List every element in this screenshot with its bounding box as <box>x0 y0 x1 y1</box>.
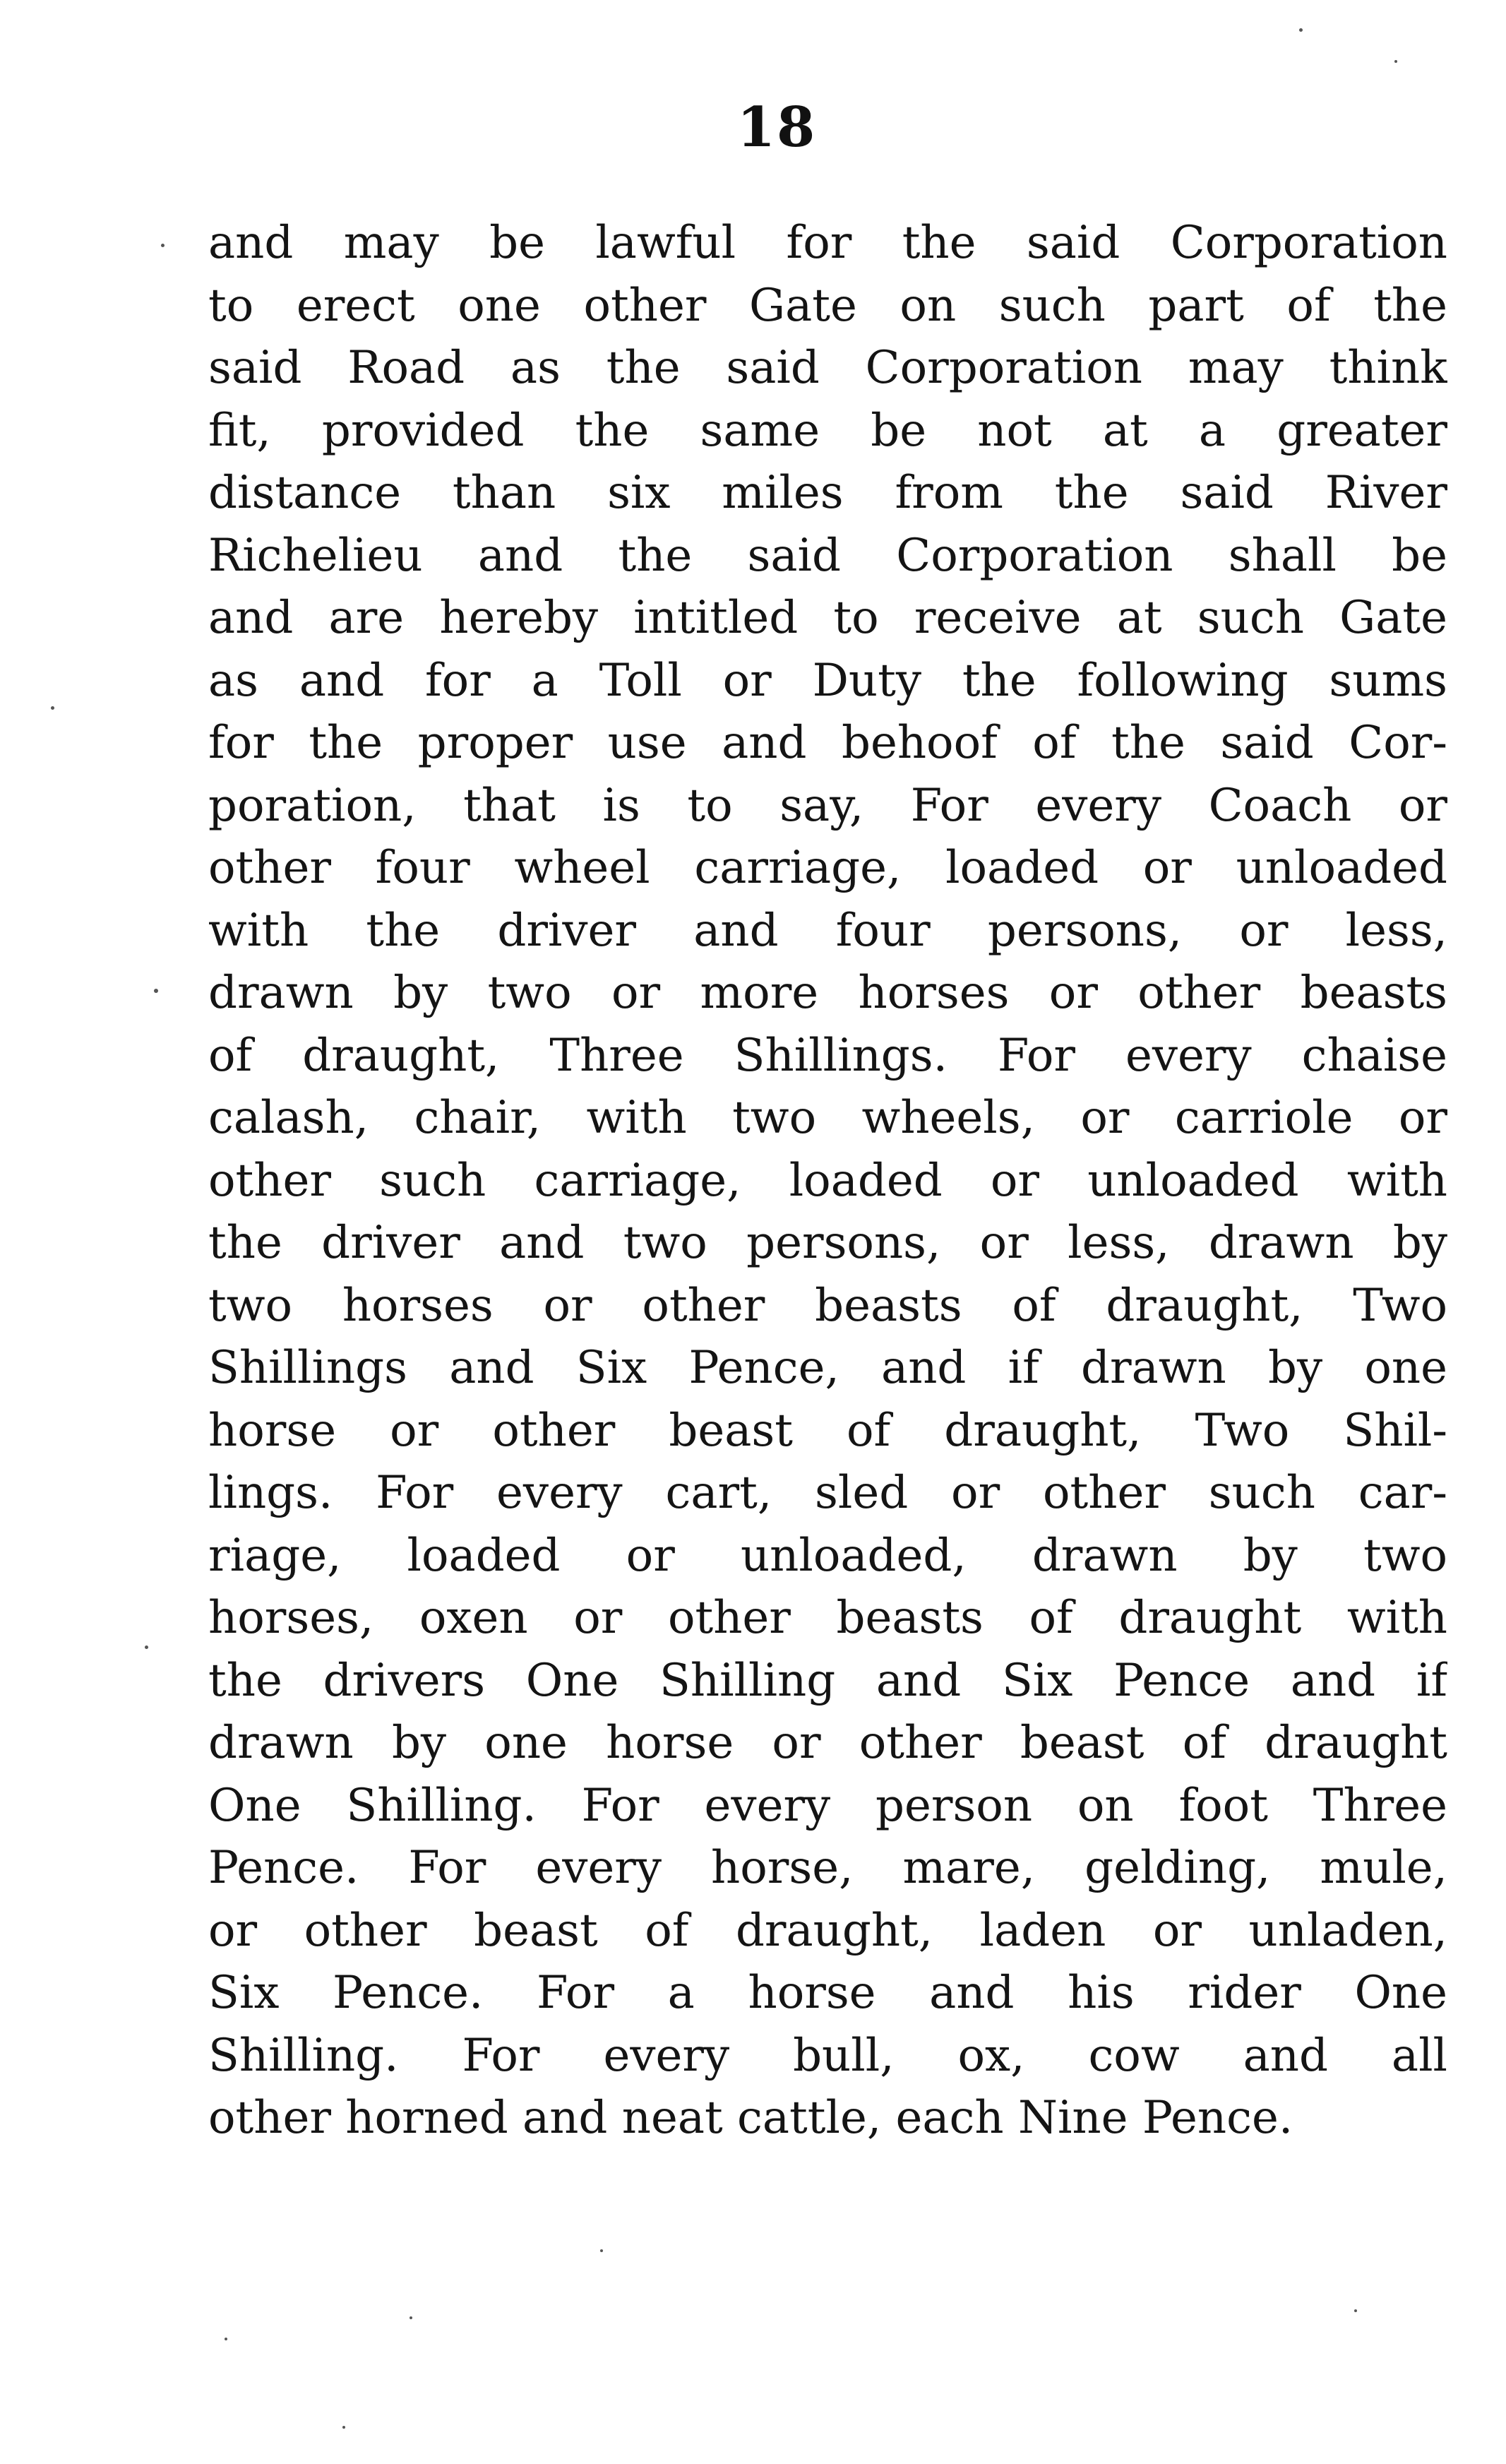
scan-speck <box>410 2316 412 2319</box>
text-line: of draught, Three Shillings. For every chaise <box>208 1029 1447 1082</box>
text-line: poration, that is to say, For every Coach or <box>208 779 1447 832</box>
text-line: calash, chair, with two wheels, or carriole or <box>208 1092 1447 1144</box>
text-line: other horned and neat cattle, each Nine Pence. <box>208 2092 1293 2144</box>
scan-speck <box>600 2249 603 2252</box>
scan-speck <box>161 244 165 247</box>
text-line: with the driver and four persons, or less, <box>208 904 1447 957</box>
page-number: 18 <box>736 95 817 160</box>
text-line: other four wheel carriage, loaded or unloaded <box>208 842 1447 894</box>
scan-speck <box>1354 2309 1357 2312</box>
text-line: Shillings and Six Pence, and if drawn by one <box>208 1342 1447 1394</box>
text-line: horses, oxen or other beasts of draught with <box>208 1592 1447 1644</box>
text-line: Shilling. For every bull, ox, cow and all <box>208 2029 1447 2082</box>
text-line: and are hereby intitled to receive at such Gate <box>208 592 1447 644</box>
scan-speck <box>1299 28 1303 32</box>
text-line: for the proper use and behoof of the said Cor- <box>208 717 1447 769</box>
text-line: Richelieu and the said Corporation shall be <box>208 529 1447 582</box>
text-line: lings. For every cart, sled or other such car- <box>208 1467 1447 1519</box>
text-line: drawn by one horse or other beast of draught <box>208 1717 1447 1769</box>
text-line: or other beast of draught, laden or unladen, <box>208 1904 1447 1957</box>
text-line: fit, provided the same be not at a greater <box>208 404 1447 457</box>
body-text <box>208 212 1447 2150</box>
text-line: said Road as the said Corporation may think <box>208 342 1447 394</box>
scan-speck <box>145 1645 148 1649</box>
text-line: drawn by two or more horses or other beasts <box>208 967 1447 1019</box>
scan-speck <box>1394 60 1397 63</box>
text-line: other such carriage, loaded or unloaded with <box>208 1154 1447 1207</box>
text-line: and may be lawful for the said Corporation <box>208 217 1447 269</box>
text-line: to erect one other Gate on such part of the <box>208 279 1447 332</box>
scan-speck <box>342 2426 345 2429</box>
text-line: horse or other beast of draught, Two Shil- <box>208 1404 1447 1457</box>
text-line: distance than six miles from the said River <box>208 467 1447 519</box>
scan-speck <box>51 706 54 710</box>
text-line: One Shilling. For every person on foot Three <box>208 1779 1447 1832</box>
scan-speck <box>225 2338 227 2340</box>
text-line: as and for a Toll or Duty the following sums <box>208 654 1447 707</box>
text-line: two horses or other beasts of draught, Two <box>208 1279 1447 1332</box>
scan-speck <box>154 989 158 993</box>
text-line: the drivers One Shilling and Six Pence and if <box>208 1654 1447 1707</box>
text-line: Six Pence. For a horse and his rider One <box>208 1967 1447 2019</box>
text-line: riage, loaded or unloaded, drawn by two <box>208 1529 1447 1582</box>
text-line: Pence. For every horse, mare, gelding, mule, <box>208 1842 1447 1894</box>
text-line: the driver and two persons, or less, drawn by <box>208 1217 1447 1269</box>
